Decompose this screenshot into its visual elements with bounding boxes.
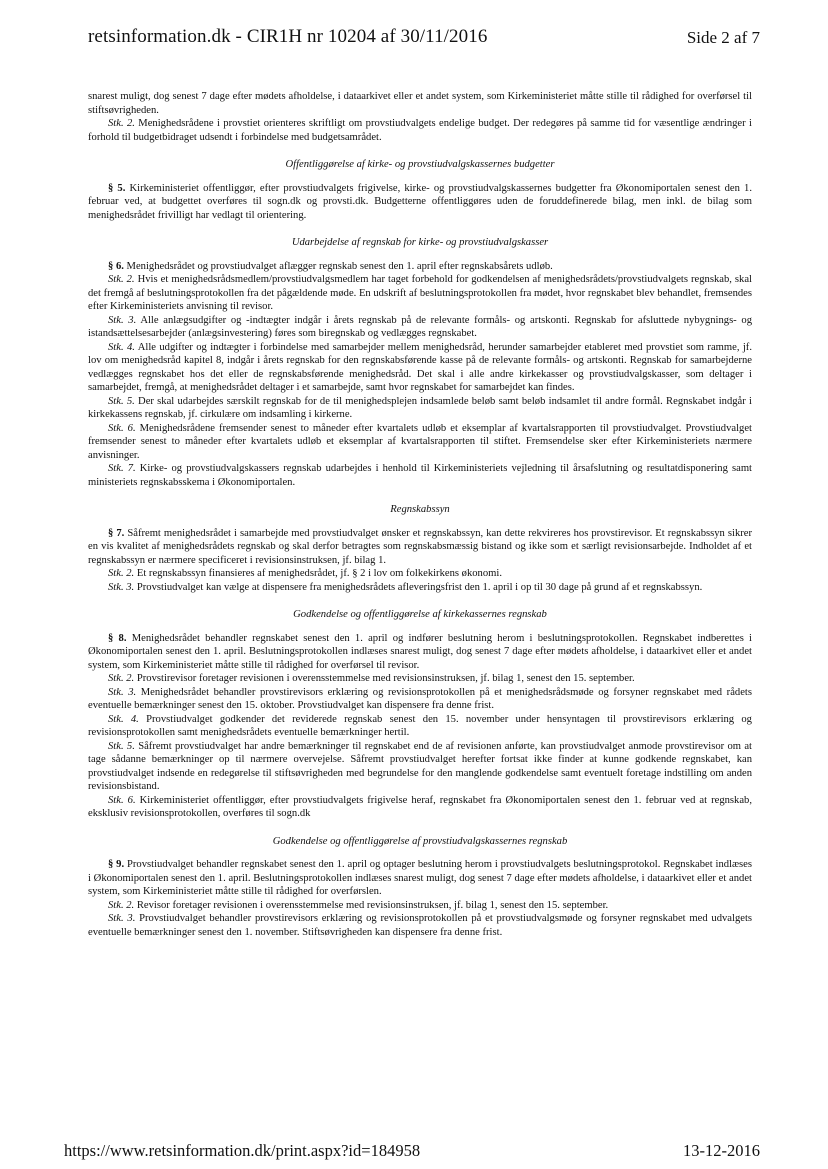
paragraph-6: § 6. Menighedsrådet og provstiudvalget aflægger regnskab senest den 1. april efter regnskabsårets udløb. — [108, 260, 553, 272]
stk-paragraph: Stk. 2. Et regnskabssyn finansieres af menighedsrådet, jf. § 2 i lov om folkekirkens økonomi. — [108, 568, 502, 579]
stk-paragraph: Stk. 3. Alle anlægsudgifter og -indtægter indgår i årets regnskab på de relevante formåls- og artskonti. Regnskab for afsluttede nybygnings- og istandsættelsesarbejder (anlægsinvestering) føres som biregnskab og vedlægges regnskabet. — [88, 314, 752, 339]
section-heading: Udarbejdelse af regnskab for kirke- og provstiudvalgskasser — [291, 237, 549, 248]
page-header-title: retsinformation.dk - CIR1H nr 10204 af 30/11/2016 — [88, 26, 488, 47]
section-heading: Godkendelse og offentliggørelse af kirkekassernes regnskab — [293, 609, 547, 620]
footer-date: 13-12-2016 — [683, 1141, 760, 1160]
stk-paragraph: Stk. 6. Menighedsrådene fremsender senest to måneder efter kvartalets udløb et eksemplar af kvartalsrapporten til provstiudvalget. Provstiudvalget fremsender senest to måneder efter kvartalets udløb et eksemplar af kvartalsrapporten til stiftet. Fremsendelse sker efter Kirkeministeriets nærmere anvisninger. — [88, 422, 752, 461]
stk-paragraph: Stk. 2. Revisor foretager revisionen i overensstemmelse med revisionsinstruksen, jf. bilag 1, senest den 15. september. — [108, 899, 609, 911]
paragraph-5: § 5. Kirkeministeriet offentliggør, efter provstiudvalgets frigivelse, kirke- og provstiudvalgskassernes budgetter fra Økonomiportalen senest den 1. februar ved, at budgettet overføres til sogn.dk og provsti.dk. Budgetterne offentliggøres uden de foruddefinerede bilag, men inkl. de bilag som menighedsrådet frivilligt har vedlagt til orientering. — [88, 182, 752, 221]
paragraph-9: § 9. Provstiudvalget behandler regnskabet senest den 1. april og optager beslutning herom i provstiudvalgets beslutningsprotokol. Regnskabet indlæses i Økonomiportalen senest den 1. april. Beslutningsprotokollen indlæses snarest muligt, dog senest 7 dage efter mødets afholdelse, i dataarkivet eller et andet system, som Kirkeministeriet måtte stille til rådighed for overførslen. — [88, 859, 753, 897]
stk-paragraph: Stk. 4. Alle udgifter og indtægter i forbindelse med samarbejder mellem menighedsråd, herunder samarbejder etableret med provstiet som ramme, jf. lov om menighedsråd kapitel 8, indgår i årets regnskab for den regnskabsførende kasse på de relevante formåls- og artskonti. Regnskab for samarbejderne vedlægges regnskabet hos det eller de regnskabsførende menighedsråd. Det skal i alle andre kirkekasser og provstiudvalgskasser, som deltager i samarbejdet, fremgå, at menighedsrådet deltager i et samarbejde, samt hvor regnskabet for samarbejdet kan findes. — [88, 341, 752, 393]
footer-url: https://www.retsinformation.dk/print.aspx?id=184958 — [64, 1141, 421, 1160]
paragraph-8: § 8. Menighedsrådet behandler regnskabet senest den 1. april og indfører beslutning herom i beslutningsprotokollen. Regnskabet indberettes i Økonomiportalen senest den 1. april. Beslutningsprotokollen indlæses snarest muligt, dog senest 7 dage efter mødets afholdelse, i dataarkivet eller et andet system, som Kirkeministeriet måtte stille til rådighed for overførsel til revisor. — [88, 632, 752, 671]
section-heading: Godkendelse og offentliggørelse af provstiudvalgskassernes regnskab — [272, 835, 568, 847]
stk-paragraph: Stk. 4. Provstiudvalget godkender det reviderede regnskab senest den 15. november under hensyntagen til provstirevisors erklæring og revisionsprotokollen samt menighedsrådets eventuelle bemærkninger hertil. — [88, 713, 752, 738]
section-heading: Regnskabssyn — [390, 504, 450, 515]
stk-paragraph: Stk. 7. Kirke- og provstiudvalgskassers regnskab udarbejdes i henhold til Kirkeministeriets vejledning til årsafslutning og resultatdisponering samt ministeriets regnskabsskema i Økonomiportalen. — [88, 463, 752, 488]
document-body — [88, 90, 752, 939]
stk-paragraph: Stk. 2. Menighedsrådene i provstiet orienteres skriftligt om provstiudvalgets endelige budget. Der redegøres på samme tid for væsentlige ændringer i forhold til budgetbidraget udsendt i forbindelse med budgetsamrådet. — [88, 118, 752, 143]
stk-paragraph: Stk. 6. Kirkeministeriet offentliggør, efter provstiudvalgets frigivelse heraf, regnskabet fra Økonomiportalen senest den 1. februar ved at regnskab, eksklusiv revisionsprotokollen, overføres til sogn.dk — [88, 794, 752, 819]
section-heading: Offentliggørelse af kirke- og provstiudvalgskassernes budgetter — [285, 159, 555, 170]
paragraph-7: § 7. Såfremt menighedsrådet i samarbejde med provstiudvalget ønsker et regnskabssyn, kan dette rekvireres hos provstirevisor. Et regnskabssyn sikrer en vis kvalitet af menighedsrådets regnskab og skal derfor betragtes som regnskabsmæssig bistand og ikke som et særligt revisionsarbejde. Indholdet af et regnskabssyn er nærmere specificeret i revisionsinstruksen, jf. bilag 1. — [88, 527, 753, 566]
stk-paragraph: Stk. 5. Såfremt provstiudvalget har andre bemærkninger til regnskabet end de af revisionen anførte, kan provstiudvalget anmode provstirevisor om at tage sådanne bemærkninger op til nærmere overvejelse. Såfremt provstiudvalget herefter fortsat ikke finder at kunne godkende regnskabet, kan provstiudvalget indsende en redegørelse til stiftsøvrigheden med begrundelse for den manglende godkendelse samt eventuelt foretage indstilling om anden revisionsbistand. — [88, 740, 753, 792]
stk-paragraph: Stk. 3. Provstiudvalget behandler provstirevisors erklæring og revisionsprotokollen på et provstiudvalgsmøde og forsyner regnskabet med udvalgets eventuelle bemærkninger senest den 1. november. Stiftsøvrigheden kan dispensere fra denne frist. — [88, 913, 753, 938]
page-number: Side 2 af 7 — [686, 28, 760, 47]
stk-paragraph: Stk. 3. Menighedsrådet behandler provstirevisors erklæring og revisionsprotokollen på et menighedsrådsmøde og forsyner regnskabet med rådets eventuelle bemærkninger senest den 15. oktober. Provstiudvalget kan dispensere fra denne frist. — [88, 686, 752, 711]
stk-paragraph: Stk. 3. Provstiudvalget kan vælge at dispensere fra menighedsrådets afleveringsfrist den 1. april i op til 30 dage på grund af et regnskabssyn. — [108, 581, 703, 593]
stk-paragraph: Stk. 5. Der skal udarbejdes særskilt regnskab for de til menighedsplejen indsamlede beløb samt beløb indsamlet til andre formål. Regnskabet indgår i kirkekassens regnskab, jf. cirkulære om indsamling i kirkerne. — [88, 395, 752, 420]
stk-paragraph: Stk. 2. Provstirevisor foretager revisionen i overensstemmelse med revisionsinstruksen, jf. bilag 1, senest den 15. september. — [108, 673, 635, 684]
paragraph: snarest muligt, dog senest 7 dage efter mødets afholdelse, i dataarkivet eller et andet system, som Kirkeministeriet måtte stille til rådighed for overførsel til stiftsøvrigheden. — [88, 91, 752, 116]
stk-paragraph: Stk. 2. Hvis et menighedsrådsmedlem/provstiudvalgsmedlem har taget forbehold for godkendelsen af menighedsrådets/provstiudvalgets regnskab, skal det fremgå af beslutningsprotokollen fra det pågældende møde. En udskrift af beslutningsprotokollen fra mødet, hvor regnskabet blev behandlet, fremsendes efter Kirkeministeriets anvisning til revisor. — [88, 274, 752, 312]
